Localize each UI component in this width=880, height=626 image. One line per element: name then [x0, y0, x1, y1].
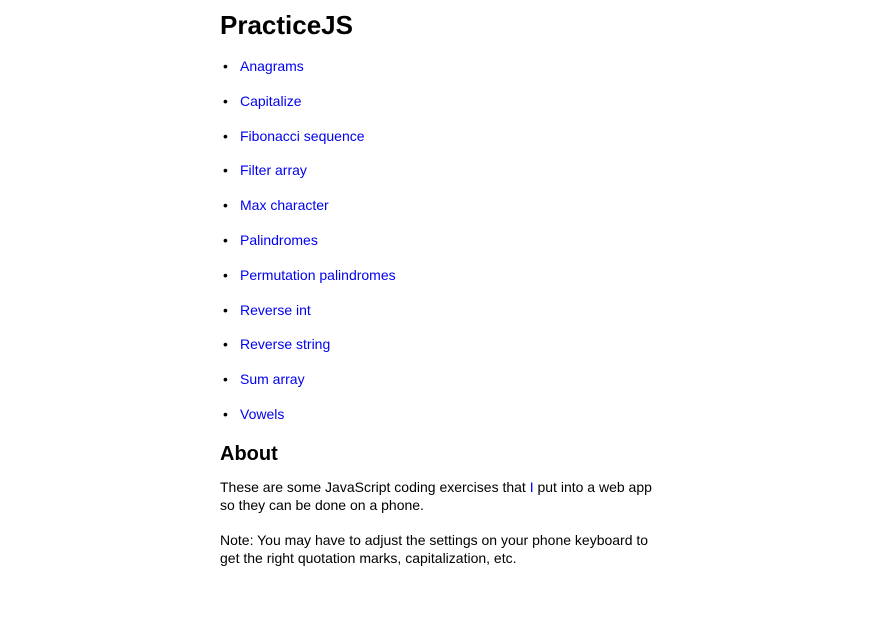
list-item — [220, 49, 660, 84]
bullet-icon: • — [223, 336, 228, 353]
bullet-icon: • — [223, 197, 228, 214]
about-paragraph — [220, 478, 660, 514]
bullet-icon: • — [223, 58, 228, 74]
list-item — [220, 119, 660, 154]
list-item — [220, 84, 660, 119]
main-content — [220, 8, 660, 567]
exercise-link-palindromes[interactable]: Palindromes — [240, 231, 318, 248]
exercise-link-reverse-int[interactable]: Reverse int — [240, 301, 311, 318]
list-item — [220, 258, 660, 293]
bullet-icon: • — [223, 371, 228, 388]
bullet-icon: • — [223, 92, 228, 109]
list-item — [220, 397, 660, 432]
exercise-link-max-character[interactable]: Max character — [240, 197, 329, 214]
bullet-icon: • — [223, 266, 228, 283]
list-item — [220, 223, 660, 258]
exercise-link-reverse-string[interactable]: Reverse string — [240, 336, 331, 353]
author-link[interactable]: I — [529, 478, 534, 495]
note-paragraph: Note: You may have to adjust the settings on your phone keyboard to get the right quotation marks, capitalization, etc. — [220, 531, 649, 566]
exercise-link-fibonacci-sequence[interactable]: Fibonacci sequence — [240, 127, 365, 144]
exercise-list — [220, 49, 660, 432]
list-item — [220, 188, 660, 223]
bullet-icon: • — [223, 301, 228, 318]
bullet-icon: • — [223, 231, 228, 248]
exercise-link-anagrams[interactable]: Anagrams — [240, 58, 304, 74]
list-item — [220, 293, 660, 328]
about-heading: About — [220, 442, 278, 465]
exercise-link-vowels[interactable]: Vowels — [240, 405, 285, 422]
list-item — [220, 153, 660, 188]
exercise-link-sum-array[interactable]: Sum array — [240, 371, 305, 388]
bullet-icon: • — [223, 405, 228, 422]
list-item — [220, 362, 660, 397]
bullet-icon: • — [223, 162, 228, 179]
exercise-link-capitalize[interactable]: Capitalize — [240, 92, 302, 109]
page-title: PracticeJS — [220, 10, 353, 40]
exercise-link-permutation-palindromes[interactable]: Permutation palindromes — [240, 266, 396, 283]
bullet-icon: • — [223, 127, 228, 144]
list-item — [220, 327, 660, 362]
exercise-link-filter-array[interactable]: Filter array — [240, 162, 307, 179]
about-text-end: put into a web app so they can be done on a phone. — [220, 478, 652, 513]
about-text-start: These are some JavaScript coding exercises that — [220, 478, 530, 495]
